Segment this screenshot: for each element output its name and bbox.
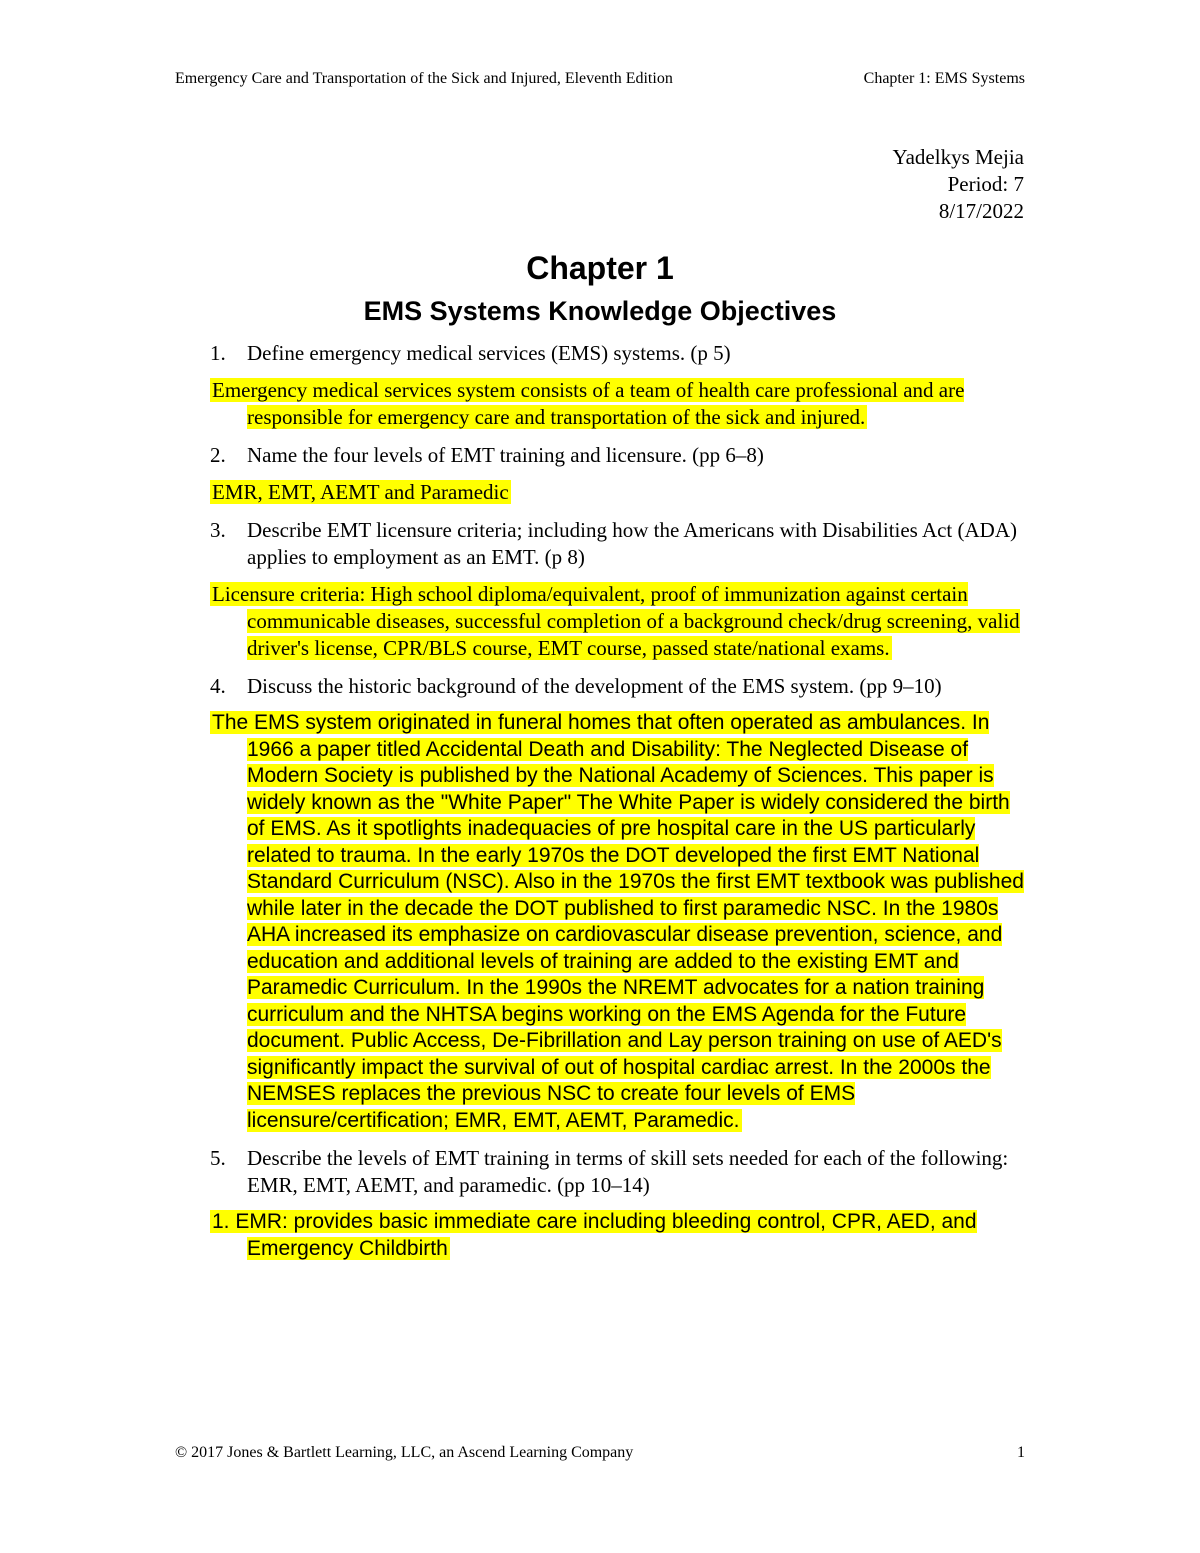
answer-1 [210,377,1025,431]
question-2 [210,442,1025,469]
answer-text: 1. EMR: provides basic immediate care including bleeding control, CPR, AED, and Emergency Childbirth [212,1210,977,1260]
student-period: Period: 7 [947,172,1024,196]
question-number: 2. [210,443,226,467]
question-number: 1. [210,341,226,365]
question-number: 4. [210,674,226,698]
answer-2 [210,479,1025,506]
answer-3 [210,581,1025,662]
chapter-label: Chapter 1: EMS Systems [863,70,1025,87]
answer-5 [210,1209,1025,1262]
copyright: © 2017 Jones & Bartlett Learning, LLC, an Ascend Learning Company [175,1444,634,1461]
chapter-title: Chapter 1 [526,250,674,286]
question-5 [210,1145,1025,1199]
question-text: Define emergency medical services (EMS) systems. (p 5) [247,341,731,365]
question-text: Name the four levels of EMT training and licensure. (pp 6–8) [247,443,764,467]
answer-text: Licensure criteria: High school diploma/equivalent, proof of immunization against certain communicable diseases, successful completion of a background check/drug screening, valid driver's license, CPR/BLS course, EMT course, passed state/national exams. [212,582,1020,660]
question-text: Discuss the historic background of the development of the EMS system. (pp 9–10) [247,674,942,698]
answer-4 [210,710,1025,1134]
answer-text: Emergency medical services system consists of a team of health care professional and are responsible for emergency care and transportation of the sick and injured. [212,378,965,429]
student-name: Yadelkys Mejia [892,145,1024,169]
objectives-list [210,340,1025,1273]
question-3 [210,517,1025,571]
answer-text: EMR, EMT, AEMT and Paramedic [212,480,509,504]
chapter-subtitle: EMS Systems Knowledge Objectives [363,296,837,326]
page-number: 1 [1017,1444,1025,1461]
question-text: Describe EMT licensure criteria; including how the Americans with Disabilities Act (ADA) applies to employment as an EMT. (p 8) [247,518,1017,569]
answer-text: The EMS system originated in funeral homes that often operated as ambulances. In 1966 a paper titled Accidental Death and Disability: The Neglected Disease of Modern Society is published by the National Academy of Sciences. This paper is widely known as the "White Paper" The White Paper is widely considered the birth of EMS. As it spotlights inadequacies of pre hospital care in the US particularly related to trauma. In the early 1970s the DOT developed the first EMT National Standard Curriculum (NSC). Also in the 1970s the first EMT textbook was published while later in the decade the DOT published to first paramedic NSC. In the 1980s AHA increased its emphasize on cardiovascular disease prevention, science, and education and additional levels of training are added to the existing EMT and Paramedic Curriculum. In the 1990s the NREMT advocates for a nation training curriculum and the NHTSA begins working on the EMS Agenda for the Future document. Public Access, De-Fibrillation and Lay person training on use of AED's significantly impact the survival of out of hospital cardiac arrest. In the 2000s the NEMSES replaces the previous NSC to create four levels of EMS licensure/certification; EMR, EMT, AEMT, Paramedic. [212,711,1024,1132]
student-info [893,144,1024,225]
question-number: 5. [210,1146,226,1170]
question-number: 3. [210,518,226,542]
question-text: Describe the levels of EMT training in terms of skill sets needed for each of the following: EMR, EMT, AEMT, and paramedic. (pp 10–14) [247,1146,1009,1197]
question-1 [210,340,1025,367]
student-date: 8/17/2022 [938,199,1024,223]
question-4 [210,673,1025,700]
book-title: Emergency Care and Transportation of the Sick and Injured, Eleventh Edition [175,70,673,87]
